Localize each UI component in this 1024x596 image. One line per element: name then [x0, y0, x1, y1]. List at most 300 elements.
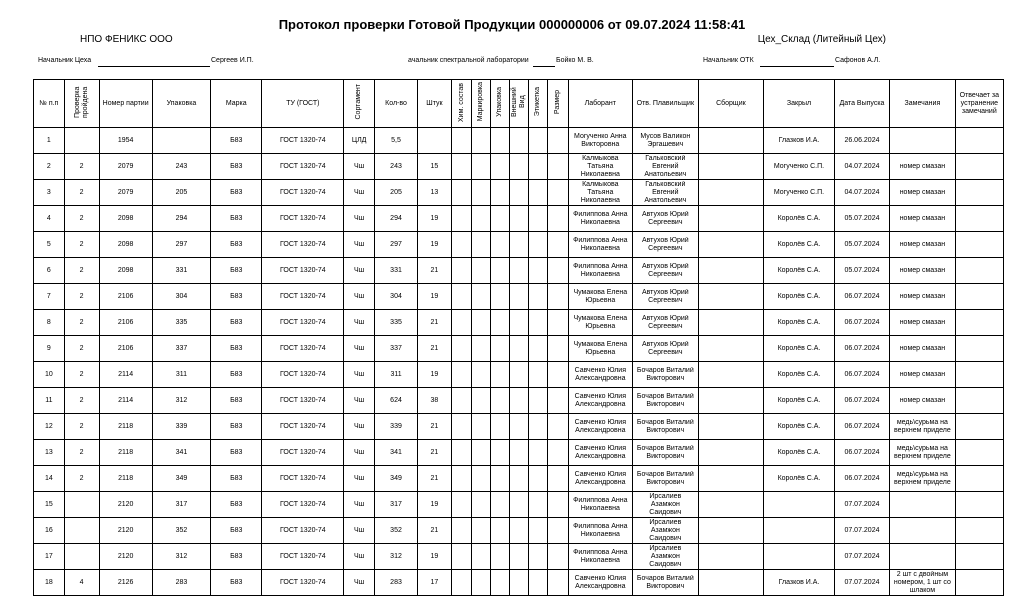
cell-col-number — [34, 154, 65, 180]
cell-col-quantity — [375, 440, 418, 466]
cell-col-quantity — [375, 232, 418, 258]
cell-col-quantity — [375, 310, 418, 336]
cell-value: Калмыкова Татьяна Николаевна — [580, 154, 620, 178]
cell-col-appearance — [510, 180, 528, 206]
cell-col-remarks — [890, 414, 956, 440]
cell-value: Чш — [354, 292, 365, 300]
cell-col-smelter — [633, 570, 699, 596]
cell-value: Королёв С.А. — [777, 266, 821, 274]
cell-col-grade — [211, 570, 262, 596]
cell-col-grade — [211, 284, 262, 310]
cell-col-closed-by — [764, 206, 835, 232]
cell-col-number — [34, 284, 65, 310]
cell-col-smelter — [633, 440, 699, 466]
cell-col-appearance — [510, 232, 528, 258]
cell-value: номер смазан — [899, 188, 946, 196]
cell-col-packaging — [490, 440, 509, 466]
cell-value: ГОСТ 1320-74 — [280, 292, 326, 300]
cell-col-packing — [152, 570, 210, 596]
cell-col-release-date — [834, 258, 889, 284]
cell-value: 317 — [390, 500, 402, 508]
cell-col-packaging — [490, 258, 509, 284]
cell-col-lab-assistant — [568, 310, 633, 336]
cell-col-packing — [152, 388, 210, 414]
cell-col-number — [34, 388, 65, 414]
cell-col-release-date — [834, 362, 889, 388]
cell-value: 352 — [175, 526, 188, 534]
cell-col-standard — [262, 362, 344, 388]
cell-col-assortment — [344, 414, 375, 440]
warehouse-name: Цех_Склад (Литейный Цех) — [757, 34, 886, 45]
cell-value: 21 — [430, 266, 439, 274]
cell-value: 243 — [175, 162, 188, 170]
table-row — [34, 388, 1004, 414]
cell-value: 19 — [430, 214, 439, 222]
cell-col-pieces — [418, 544, 452, 570]
cell-col-closed-by — [764, 414, 835, 440]
cell-col-chem-composition — [451, 518, 471, 544]
cell-col-standard — [262, 206, 344, 232]
cell-col-chem-composition — [451, 570, 471, 596]
cell-value: 15 — [430, 162, 439, 170]
cell-col-grade — [211, 258, 262, 284]
cell-value: 2118 — [118, 448, 134, 456]
cell-col-batch-number — [99, 258, 152, 284]
cell-value: 4 — [46, 214, 51, 222]
cell-col-label — [528, 180, 547, 206]
cell-col-closed-by — [764, 336, 835, 362]
cell-value: 7 — [46, 292, 51, 300]
cell-col-batch-number — [99, 440, 152, 466]
cell-value: Чш — [354, 474, 365, 482]
cell-value: 2120 — [117, 526, 134, 534]
cell-col-assortment — [344, 154, 375, 180]
cell-col-batch-number — [99, 206, 152, 232]
table-row — [34, 544, 1004, 570]
cell-col-smelter — [633, 336, 699, 362]
cell-col-responsible — [955, 466, 1003, 492]
table-row — [34, 284, 1004, 310]
cell-value: Бочаров Виталий Викторович — [636, 366, 694, 382]
cell-value: Б83 — [230, 396, 243, 404]
header-label: Сортамент — [355, 84, 363, 120]
cell-col-release-date — [834, 336, 889, 362]
cell-col-standard — [262, 284, 344, 310]
header-label: Отв. Плавильщик — [636, 99, 695, 107]
header-col-release-date — [834, 80, 889, 128]
cell-value: 05.07.2024 — [844, 240, 880, 248]
header-label: Дата Выпуска — [839, 99, 885, 107]
cell-value: 2126 — [117, 578, 134, 586]
cell-col-batch-number — [99, 570, 152, 596]
cell-value: 2079 — [117, 188, 134, 196]
cell-col-size — [548, 414, 568, 440]
cell-col-batch-number — [99, 232, 152, 258]
header-col-quantity — [375, 80, 418, 128]
cell-col-number — [34, 336, 65, 362]
cell-value: ГОСТ 1320-74 — [280, 474, 326, 482]
cell-col-chem-composition — [451, 362, 471, 388]
cell-value: 317 — [175, 500, 188, 508]
cell-value: 352 — [390, 526, 402, 534]
cell-col-marking — [472, 258, 490, 284]
cell-col-packing — [152, 154, 210, 180]
cell-col-quantity — [375, 544, 418, 570]
cell-col-label — [528, 518, 547, 544]
cell-col-appearance — [510, 492, 528, 518]
cell-col-check-passed — [64, 362, 99, 388]
cell-value: ГОСТ 1320-74 — [280, 240, 326, 248]
cell-col-release-date — [834, 128, 889, 154]
cell-col-pieces — [418, 154, 452, 180]
cell-col-assortment — [344, 180, 375, 206]
cell-value: Чш — [354, 318, 365, 326]
cell-col-remarks — [890, 570, 956, 596]
cell-value: 17 — [430, 578, 439, 586]
cell-col-release-date — [834, 232, 889, 258]
cell-col-responsible — [955, 414, 1003, 440]
cell-value: Савченко Юлия Александровна — [574, 470, 626, 486]
cell-col-marking — [472, 206, 490, 232]
header-label: № п.п — [39, 99, 59, 107]
cell-value: Автухов Юрий Сергеевич — [641, 210, 689, 226]
cell-col-chem-composition — [451, 544, 471, 570]
cell-value: 2 — [79, 240, 84, 248]
cell-col-marking — [472, 180, 490, 206]
cell-col-release-date — [834, 492, 889, 518]
cell-col-size — [548, 284, 568, 310]
cell-col-responsible — [955, 388, 1003, 414]
cell-col-check-passed — [64, 336, 99, 362]
header-col-packing — [152, 80, 210, 128]
cell-value: медь\сурьма на верхнем приделе — [894, 470, 951, 486]
cell-value: 5 — [46, 240, 51, 248]
cell-col-lab-assistant — [568, 128, 633, 154]
cell-col-batch-number — [99, 154, 152, 180]
cell-value: номер смазан — [899, 344, 946, 352]
header-label: Марка — [225, 99, 247, 107]
cell-col-label — [528, 232, 547, 258]
cell-col-chem-composition — [451, 154, 471, 180]
cell-value: медь\сурьма на верхнем приделе — [894, 444, 951, 460]
cell-col-grade — [211, 466, 262, 492]
cell-col-check-passed — [64, 492, 99, 518]
cell-col-size — [548, 258, 568, 284]
cell-col-chem-composition — [451, 388, 471, 414]
table-row — [34, 180, 1004, 206]
cell-col-standard — [262, 466, 344, 492]
cell-col-packaging — [490, 128, 509, 154]
cell-value: 339 — [175, 422, 188, 430]
header-col-number — [34, 80, 65, 128]
cell-col-size — [548, 518, 568, 544]
cell-col-marking — [472, 388, 490, 414]
cell-value: 2098 — [117, 266, 134, 274]
cell-col-standard — [262, 258, 344, 284]
cell-value: Филиппова Анна Николаевна — [573, 548, 628, 564]
lab-chief-signature-line — [533, 66, 555, 67]
cell-col-packaging — [490, 570, 509, 596]
cell-col-responsible — [955, 180, 1003, 206]
cell-value: ЦЛД — [351, 136, 367, 144]
cell-col-batch-number — [99, 466, 152, 492]
cell-col-packaging — [490, 206, 509, 232]
cell-col-standard — [262, 414, 344, 440]
header-label: Лаборант — [584, 99, 616, 107]
cell-col-standard — [262, 310, 344, 336]
cell-value: Б83 — [230, 578, 243, 586]
cell-value: Королёв С.А. — [777, 422, 821, 430]
cell-col-grade — [211, 336, 262, 362]
cell-col-pieces — [418, 180, 452, 206]
cell-col-smelter — [633, 180, 699, 206]
cell-col-grade — [211, 544, 262, 570]
cell-value: Королёв С.А. — [777, 344, 821, 352]
header-col-check-passed — [64, 80, 99, 128]
cell-col-pieces — [418, 310, 452, 336]
cell-value: 8 — [46, 318, 51, 326]
cell-col-appearance — [510, 388, 528, 414]
cell-col-grade — [211, 180, 262, 206]
cell-col-batch-number — [99, 492, 152, 518]
cell-value: Б83 — [230, 188, 243, 196]
cell-value: 2120 — [117, 500, 134, 508]
cell-col-quantity — [375, 206, 418, 232]
header-col-packaging — [490, 80, 509, 128]
cell-col-responsible — [955, 492, 1003, 518]
cell-col-release-date — [834, 310, 889, 336]
cell-value: 9 — [46, 344, 51, 352]
cell-col-marking — [472, 440, 490, 466]
cell-col-packaging — [490, 336, 509, 362]
cell-value: Савченко Юлия Александровна — [574, 392, 626, 408]
cell-col-assortment — [344, 232, 375, 258]
otk-chief-name: Сафонов А.Л. — [835, 57, 881, 64]
cell-col-closed-by — [764, 310, 835, 336]
cell-col-packaging — [490, 180, 509, 206]
header-col-assembler — [698, 80, 764, 128]
cell-col-standard — [262, 154, 344, 180]
header-label: Проверка пройдена — [73, 86, 89, 118]
cell-col-check-passed — [64, 232, 99, 258]
cell-value: 2120 — [117, 552, 134, 560]
cell-col-remarks — [890, 362, 956, 388]
cell-col-appearance — [510, 154, 528, 180]
cell-value: 2 — [79, 422, 84, 430]
cell-col-lab-assistant — [568, 388, 633, 414]
cell-value: 14 — [44, 474, 53, 482]
cell-col-marking — [472, 570, 490, 596]
header-label: Упаковка — [166, 99, 197, 107]
cell-col-standard — [262, 544, 344, 570]
cell-col-chem-composition — [451, 466, 471, 492]
cell-col-packaging — [490, 284, 509, 310]
cell-col-check-passed — [64, 154, 99, 180]
cell-value: 2118 — [118, 474, 134, 482]
cell-col-remarks — [890, 180, 956, 206]
cell-col-chem-composition — [451, 232, 471, 258]
cell-col-grade — [211, 310, 262, 336]
cell-value: номер смазан — [899, 214, 946, 222]
cell-value: Чш — [354, 396, 365, 404]
cell-col-size — [548, 206, 568, 232]
cell-col-closed-by — [764, 128, 835, 154]
cell-col-responsible — [955, 544, 1003, 570]
header-label: Замечания — [904, 99, 941, 107]
cell-value: Автухов Юрий Сергеевич — [641, 262, 689, 278]
cell-col-closed-by — [764, 492, 835, 518]
cell-col-label — [528, 310, 547, 336]
header-col-size — [548, 80, 568, 128]
cell-col-label — [528, 544, 547, 570]
cell-col-assembler — [698, 258, 764, 284]
cell-value: 335 — [175, 318, 188, 326]
cell-value: ГОСТ 1320-74 — [280, 552, 326, 560]
cell-col-standard — [262, 440, 344, 466]
cell-value: 2 — [46, 162, 51, 170]
cell-value: Б83 — [230, 292, 243, 300]
cell-value: 21 — [430, 474, 439, 482]
cell-col-grade — [211, 128, 262, 154]
cell-col-grade — [211, 518, 262, 544]
cell-col-packing — [152, 206, 210, 232]
cell-col-lab-assistant — [568, 492, 633, 518]
cell-value: Б83 — [230, 500, 243, 508]
cell-col-assembler — [698, 518, 764, 544]
cell-value: 19 — [430, 552, 439, 560]
cell-value: 4 — [79, 578, 84, 586]
cell-value: номер смазан — [899, 292, 946, 300]
cell-col-packaging — [490, 414, 509, 440]
cell-col-marking — [472, 128, 490, 154]
cell-value: 2098 — [117, 240, 134, 248]
cell-value: 312 — [175, 552, 188, 560]
cell-col-quantity — [375, 154, 418, 180]
cell-value: Чш — [354, 526, 365, 534]
cell-value: ГОСТ 1320-74 — [280, 318, 326, 326]
cell-col-assortment — [344, 518, 375, 544]
cell-value: Чумакова Елена Юрьевна — [573, 288, 628, 304]
cell-col-appearance — [510, 362, 528, 388]
cell-col-check-passed — [64, 466, 99, 492]
cell-col-release-date — [834, 544, 889, 570]
cell-col-assortment — [344, 492, 375, 518]
cell-col-remarks — [890, 492, 956, 518]
cell-value: 283 — [390, 578, 402, 586]
cell-value: Филиппова Анна Николаевна — [573, 236, 628, 252]
header-col-label — [528, 80, 547, 128]
cell-col-chem-composition — [451, 414, 471, 440]
header-col-smelter — [633, 80, 699, 128]
cell-value: Глазков И.А. — [778, 136, 820, 144]
cell-col-chem-composition — [451, 180, 471, 206]
table-row — [34, 440, 1004, 466]
cell-col-label — [528, 128, 547, 154]
cell-col-size — [548, 310, 568, 336]
cell-value: номер смазан — [899, 240, 946, 248]
cell-value: 07.07.2024 — [844, 526, 880, 534]
table-row — [34, 466, 1004, 492]
cell-value: Чш — [354, 240, 365, 248]
cell-value: Б83 — [230, 448, 243, 456]
cell-col-packaging — [490, 466, 509, 492]
lab-chief-label: ачальник спектральной лаборатории — [408, 57, 529, 64]
cell-value: Мусов Валикон Эргашевич — [640, 132, 691, 148]
cell-value: ГОСТ 1320-74 — [280, 370, 326, 378]
cell-value: 294 — [175, 214, 188, 222]
cell-col-chem-composition — [451, 258, 471, 284]
cell-col-standard — [262, 570, 344, 596]
cell-col-pieces — [418, 388, 452, 414]
table-row — [34, 336, 1004, 362]
cell-col-lab-assistant — [568, 362, 633, 388]
cell-value: 331 — [390, 266, 402, 274]
cell-col-batch-number — [99, 336, 152, 362]
cell-col-chem-composition — [451, 336, 471, 362]
cell-value: 07.07.2024 — [844, 500, 880, 508]
cell-value: 2106 — [117, 318, 134, 326]
cell-col-marking — [472, 518, 490, 544]
cell-col-number — [34, 232, 65, 258]
cell-value: 2098 — [117, 214, 134, 222]
cell-value: ГОСТ 1320-74 — [280, 136, 326, 144]
cell-col-assortment — [344, 440, 375, 466]
organization-name: НПО ФЕНИКС ООО — [80, 34, 173, 45]
cell-value: Филиппова Анна Николаевна — [573, 522, 628, 538]
cell-col-release-date — [834, 518, 889, 544]
cell-col-lab-assistant — [568, 570, 633, 596]
cell-col-smelter — [633, 258, 699, 284]
cell-col-label — [528, 414, 547, 440]
cell-value: 205 — [175, 188, 188, 196]
cell-col-release-date — [834, 284, 889, 310]
cell-col-label — [528, 284, 547, 310]
cell-col-check-passed — [64, 180, 99, 206]
cell-col-batch-number — [99, 362, 152, 388]
cell-value: номер смазан — [899, 318, 946, 326]
cell-col-number — [34, 362, 65, 388]
table-row — [34, 414, 1004, 440]
cell-col-chem-composition — [451, 310, 471, 336]
cell-value: Б83 — [230, 344, 243, 352]
cell-value: 18 — [44, 578, 53, 586]
cell-col-size — [548, 232, 568, 258]
cell-value: 6 — [46, 266, 51, 274]
cell-col-assortment — [344, 206, 375, 232]
cell-value: 2106 — [117, 344, 134, 352]
cell-value: Филиппова Анна Николаевна — [573, 496, 628, 512]
cell-col-assembler — [698, 544, 764, 570]
cell-value: 2 — [79, 162, 84, 170]
header-label: Штук — [426, 99, 443, 107]
cell-value: Б83 — [230, 370, 243, 378]
cell-value: Чш — [354, 266, 365, 274]
cell-col-remarks — [890, 518, 956, 544]
cell-value: Филиппова Анна Николаевна — [573, 210, 628, 226]
cell-col-number — [34, 258, 65, 284]
shop-chief-signature-line — [98, 66, 210, 67]
cell-col-remarks — [890, 232, 956, 258]
header-label: Отвечает за устранение замечаний — [959, 91, 1000, 115]
cell-col-number — [34, 492, 65, 518]
cell-value: ГОСТ 1320-74 — [280, 396, 326, 404]
cell-value: 2 шт с двойным номером, 1 шт со шлаком — [893, 570, 951, 594]
cell-value: 06.07.2024 — [844, 318, 880, 326]
cell-col-size — [548, 440, 568, 466]
cell-col-marking — [472, 544, 490, 570]
cell-col-number — [34, 440, 65, 466]
cell-value: 16 — [44, 526, 53, 534]
